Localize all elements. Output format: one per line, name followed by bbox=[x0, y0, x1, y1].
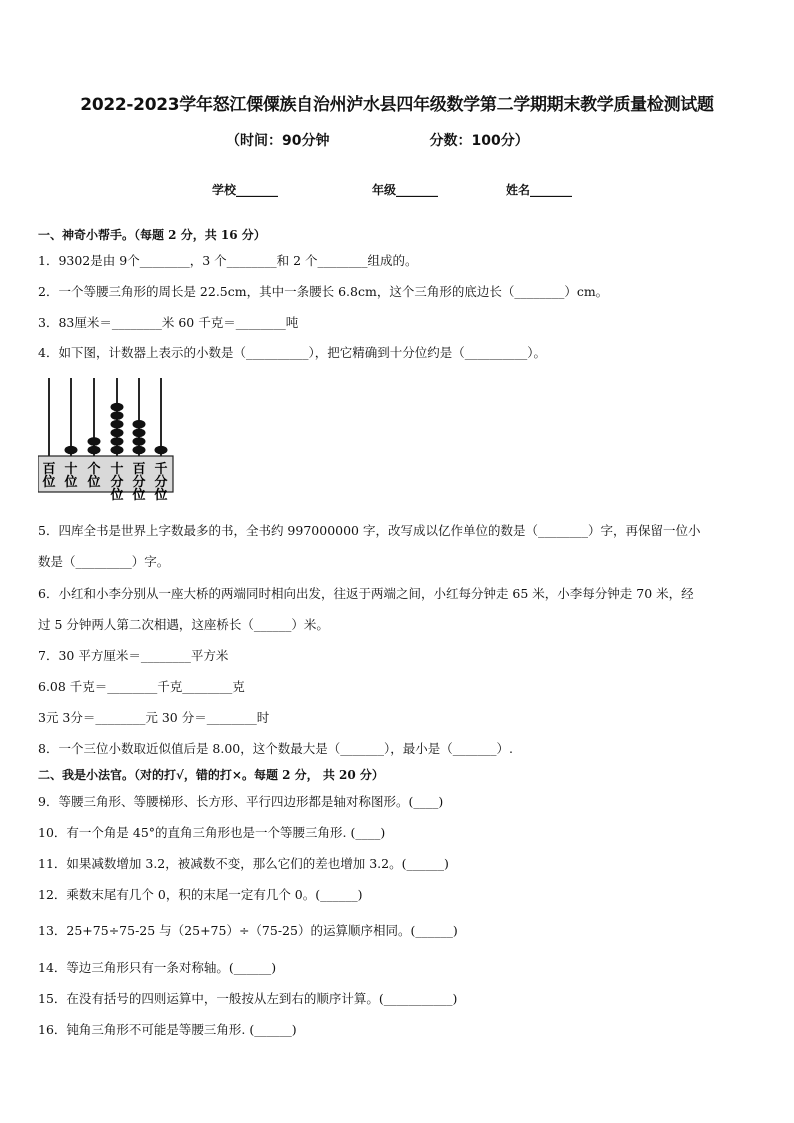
abacus-bead bbox=[65, 446, 78, 455]
question-13: 13．25+75÷75-25 与（25+75）÷（75-25）的运算顺序相同。(______) bbox=[38, 923, 458, 938]
abacus-place-label: 分 bbox=[154, 475, 168, 490]
abacus-bead bbox=[111, 446, 124, 455]
question-5-line-1: 5．四库全书是世界上字数最多的书，全书约 997000000 字，改写成以亿作单位的数是（________）字，再保留一位小 bbox=[38, 523, 701, 538]
name-field: 姓名_______ bbox=[506, 183, 573, 197]
abacus-bead bbox=[111, 411, 124, 420]
abacus-place-label: 分 bbox=[132, 475, 146, 490]
total-score: 分数：100分） bbox=[429, 133, 529, 149]
abacus-place-label: 百 bbox=[42, 462, 56, 477]
abacus-place-label: 个 bbox=[87, 462, 101, 477]
abacus-bead bbox=[133, 446, 146, 455]
abacus-bead bbox=[133, 420, 146, 429]
abacus-bead bbox=[111, 437, 124, 446]
page-title: 2022-2023学年怒江傈僳族自治州泸水县四年级数学第二学期期末教学质量检测试题 bbox=[80, 95, 714, 115]
question-4: 4．如下图，计数器上表示的小数是（__________），把它精确到十分位约是（__________）。 bbox=[38, 345, 546, 360]
abacus-bead bbox=[133, 437, 146, 446]
abacus-bead bbox=[155, 446, 168, 455]
question-2: 2．一个等腰三角形的周长是 22.5cm，其中一条腰长 6.8cm，这个三角形的底边长（________）cm。 bbox=[38, 284, 609, 299]
question-5-line-2: 数是（_________）字。 bbox=[38, 554, 170, 569]
exam-subtitle bbox=[226, 130, 529, 150]
abacus-bead bbox=[133, 429, 146, 438]
question-6-line-1: 6．小红和小李分别从一座大桥的两端同时相向出发，往返于两端之间，小红每分钟走 65 米，小李每分钟走 70 米，经 bbox=[38, 586, 694, 601]
abacus-place-label: 位 bbox=[87, 475, 101, 490]
abacus-place-label: 位 bbox=[132, 488, 146, 503]
question-7-line-1: 7．30 平方厘米＝________平方米 bbox=[38, 648, 229, 663]
abacus-bead bbox=[111, 420, 124, 429]
grade-field: 年级_______ bbox=[372, 183, 439, 197]
time-limit: （时间：90分钟 bbox=[226, 133, 330, 149]
abacus-bead bbox=[111, 403, 124, 412]
abacus-place-label: 位 bbox=[110, 488, 124, 503]
section-1-heading: 一、神奇小帮手。（每题 2 分，共 16 分） bbox=[38, 228, 266, 242]
abacus-bead bbox=[111, 429, 124, 438]
question-11: 11．如果减数增加 3.2，被减数不变，那么它们的差也增加 3.2。(______) bbox=[38, 856, 449, 871]
abacus-place-label: 十 bbox=[64, 462, 78, 477]
question-6-line-2: 过 5 分钟两人第二次相遇，这座桥长（______）米。 bbox=[38, 617, 329, 632]
question-12: 12．乘数末尾有几个 0，积的末尾一定有几个 0。(______) bbox=[38, 887, 363, 902]
question-16: 16．钝角三角形不可能是等腰三角形. (______) bbox=[38, 1022, 297, 1037]
question-1: 1．9302是由 9个________，3 个________和 2 个________组成的。 bbox=[38, 253, 418, 268]
abacus-place-label: 位 bbox=[154, 488, 168, 503]
question-7-line-3: 3元 3分＝________元 30 分＝________时 bbox=[38, 710, 270, 725]
abacus-bead bbox=[88, 437, 101, 446]
abacus-place-label: 位 bbox=[42, 475, 56, 490]
abacus-place-label: 位 bbox=[64, 475, 78, 490]
question-9: 9．等腰三角形、等腰梯形、长方形、平行四边形都是轴对称图形。(____) bbox=[38, 794, 444, 809]
question-15: 15．在没有括号的四则运算中，一般按从左到右的顺序计算。(___________) bbox=[38, 991, 458, 1006]
school-field: 学校_______ bbox=[212, 183, 279, 197]
question-10: 10．有一个角是 45°的直角三角形也是一个等腰三角形. (____) bbox=[38, 825, 386, 840]
abacus-bead bbox=[88, 446, 101, 455]
question-7-line-2: 6.08 千克＝________千克________克 bbox=[38, 679, 245, 694]
abacus-place-label: 分 bbox=[110, 475, 124, 490]
abacus-place-label: 百 bbox=[132, 462, 146, 477]
section-2-heading: 二、我是小法官。（对的打√，错的打×。每题 2 分， 共 20 分） bbox=[38, 768, 384, 782]
question-14: 14．等边三角形只有一条对称轴。(______) bbox=[38, 960, 277, 975]
abacus-place-label: 十 bbox=[110, 462, 124, 477]
question-8: 8．一个三位小数取近似值后是 8.00，这个数最大是（_______），最小是（_______）. bbox=[38, 741, 513, 756]
question-3: 3．83厘米＝________米 60 千克＝________吨 bbox=[38, 315, 299, 330]
abacus-figure bbox=[38, 378, 178, 506]
abacus-frame bbox=[38, 456, 173, 492]
abacus-place-label: 千 bbox=[154, 462, 168, 477]
